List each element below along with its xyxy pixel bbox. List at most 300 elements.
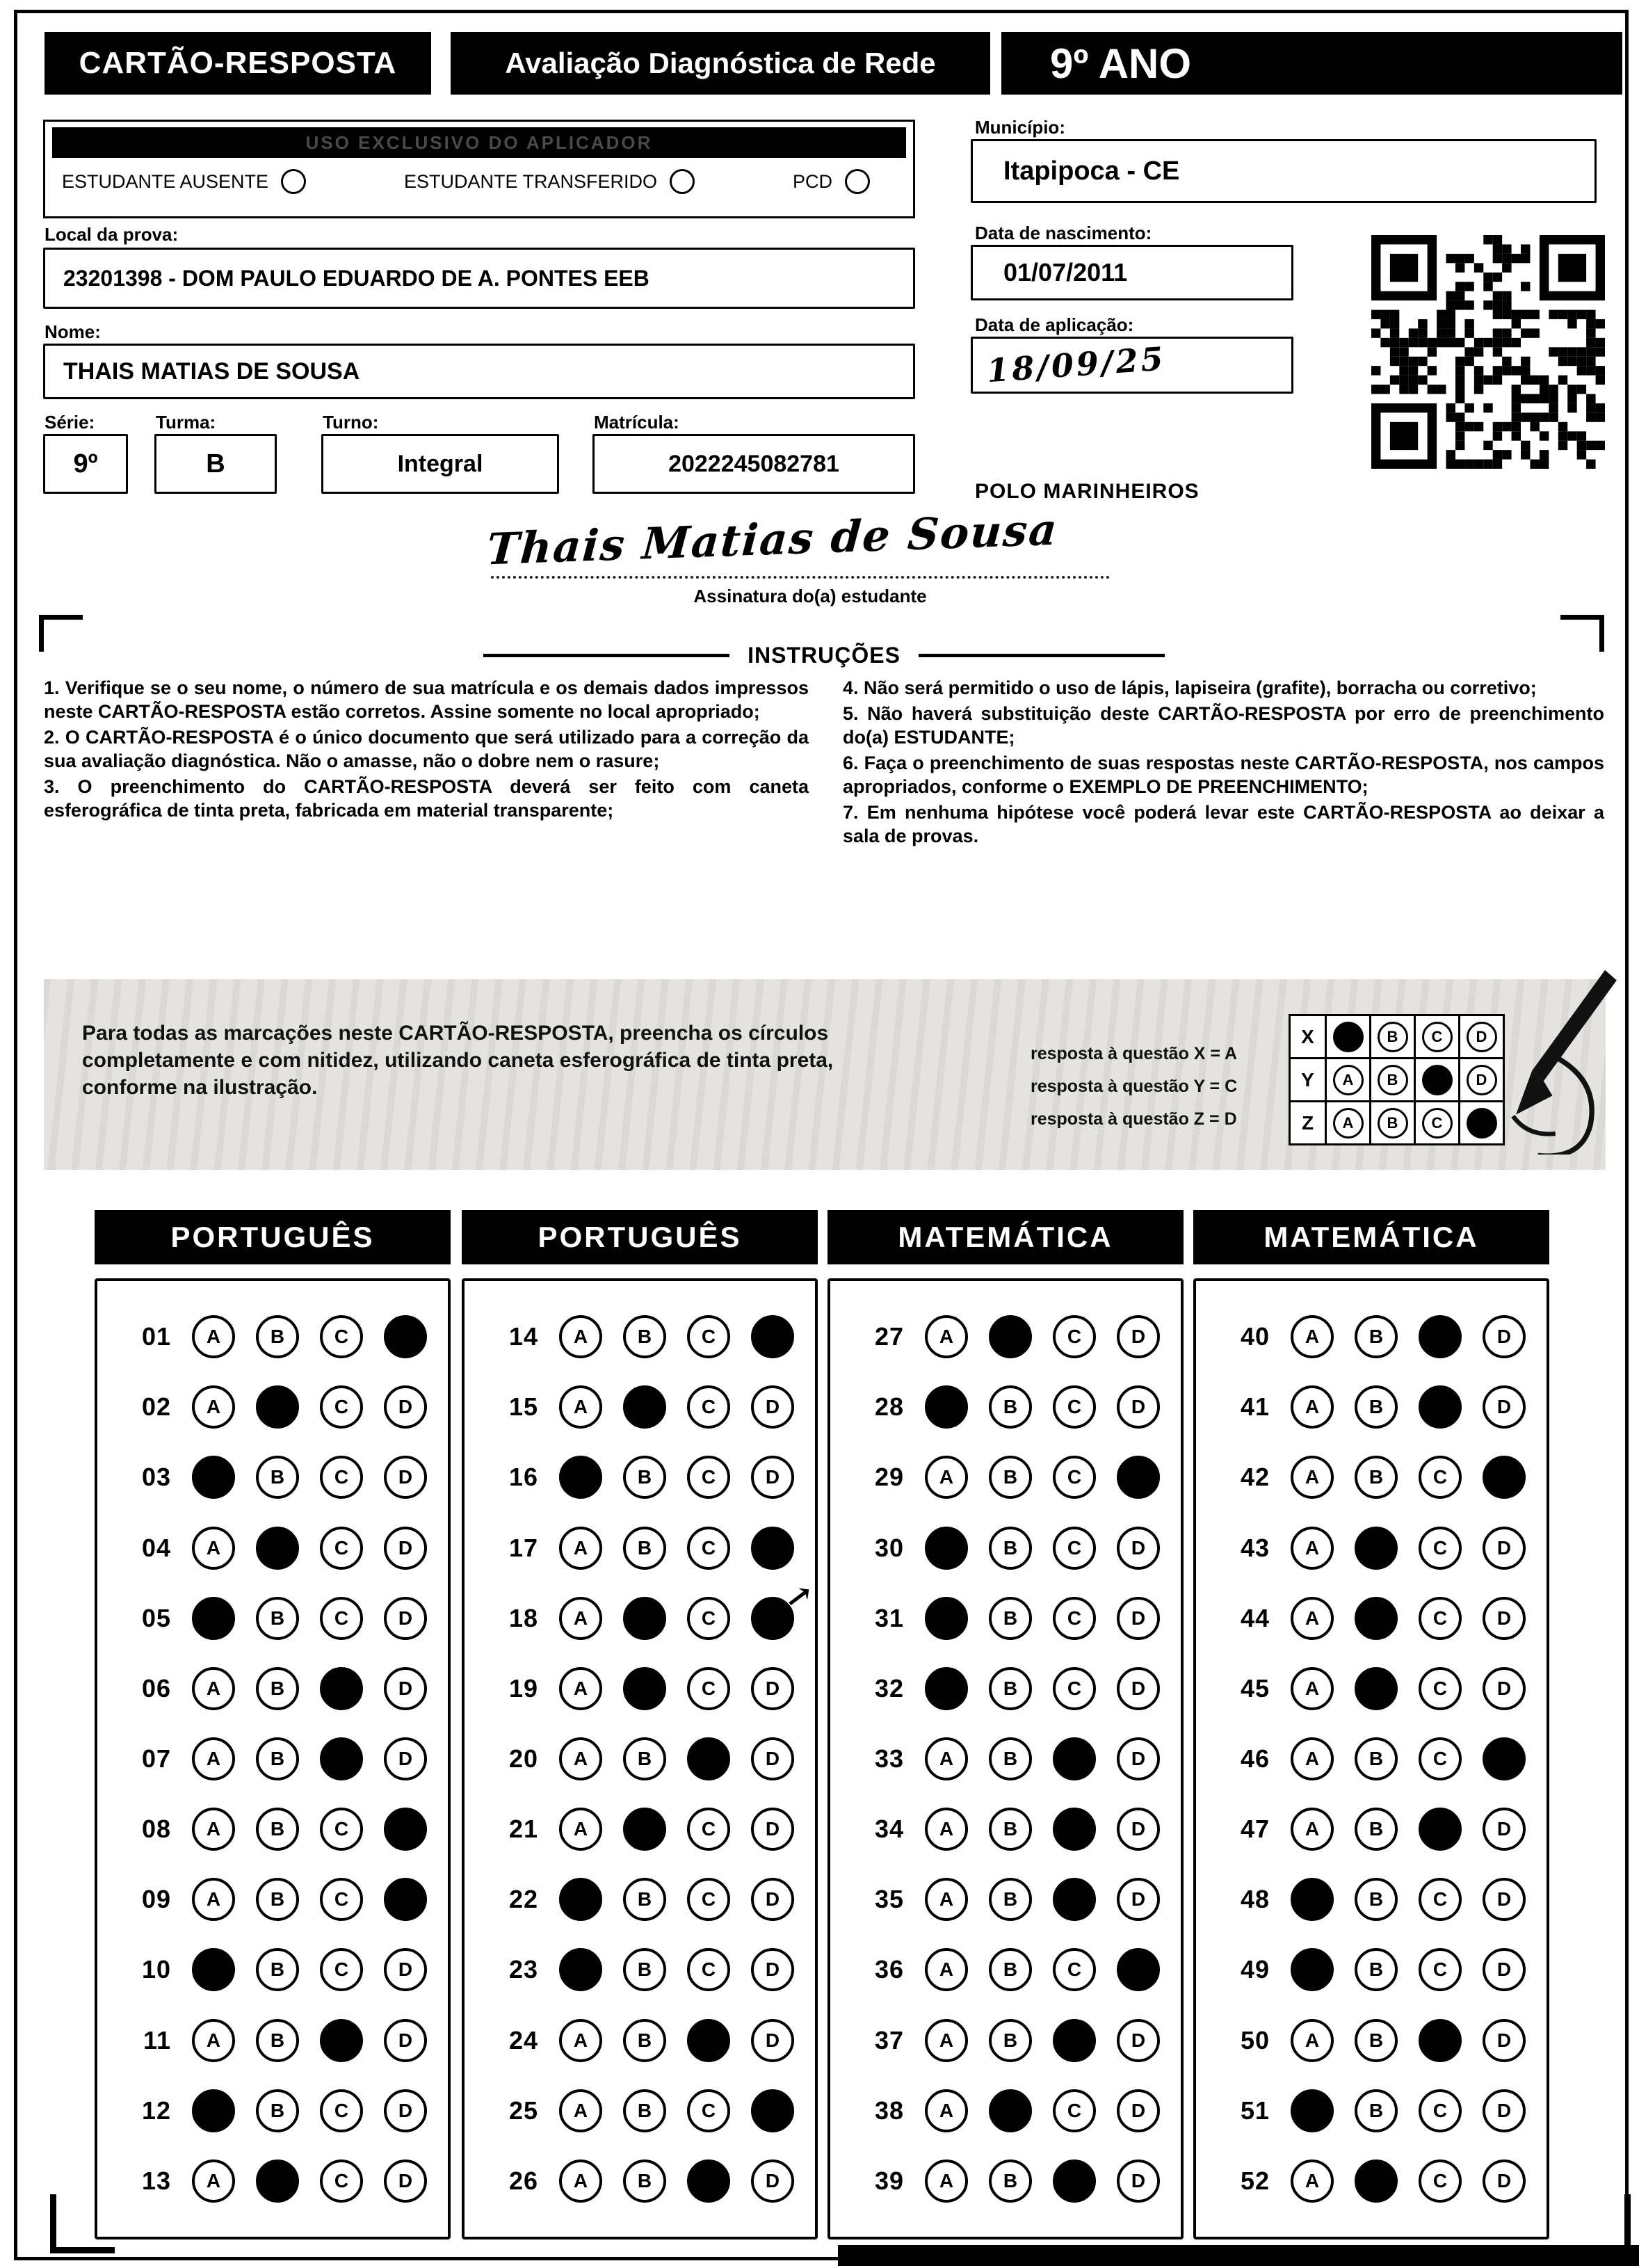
answer-bubble[interactable] (320, 1737, 363, 1780)
answer-bubble[interactable]: C (320, 1315, 363, 1358)
question-number: 41 (1240, 1392, 1270, 1422)
answer-bubble[interactable]: B (256, 1878, 299, 1921)
answer-bubble[interactable]: C (1053, 2089, 1096, 2132)
question-row (1196, 1315, 1547, 1358)
question-row (465, 1315, 815, 1358)
question-row (97, 1385, 448, 1429)
question-row (465, 2019, 815, 2062)
example-cell (1327, 1016, 1371, 1059)
answer-bubble[interactable]: C (1419, 2160, 1462, 2203)
answer-bubble[interactable] (925, 1597, 968, 1640)
answer-bubble[interactable]: C (1053, 1385, 1096, 1429)
answer-bubble[interactable]: D (384, 1737, 427, 1780)
question-row (830, 1667, 1181, 1710)
answer-bubble[interactable]: C (687, 1808, 730, 1851)
question-row (97, 1456, 448, 1499)
answer-bubble[interactable]: C (687, 2089, 730, 2132)
answer-bubble[interactable] (1053, 2019, 1096, 2062)
polo-text: POLO MARINHEIROS (975, 480, 1200, 503)
answer-bubble[interactable]: A (559, 1808, 602, 1851)
question-number: 04 (141, 1533, 171, 1562)
answer-bubble[interactable]: A (925, 1808, 968, 1851)
answer-bubble[interactable]: B (623, 1948, 666, 1991)
question-number: 45 (1240, 1673, 1270, 1703)
answer-bubble[interactable] (989, 2089, 1032, 2132)
answer-bubble[interactable]: D (1483, 1597, 1526, 1640)
handwritten-arrow-icon: ↗ (783, 1575, 816, 1617)
answer-bubble[interactable] (623, 1597, 666, 1640)
example-cell (1327, 1059, 1371, 1102)
answer-bubble[interactable]: C (687, 1878, 730, 1921)
answer-bubble[interactable]: D (1483, 2089, 1526, 2132)
serie-field: 9º (43, 434, 128, 494)
answer-bubble[interactable]: D (751, 1808, 794, 1851)
question-row (1196, 1948, 1547, 1991)
answer-bubble[interactable] (925, 1385, 968, 1429)
signature-line[interactable] (491, 576, 1110, 579)
admin-option (793, 169, 870, 194)
answer-bubble[interactable] (1419, 1808, 1462, 1851)
answer-bubble[interactable]: B (989, 1737, 1032, 1780)
answer-section-title: MATEMÁTICA (827, 1210, 1184, 1264)
answer-bubble[interactable]: B (989, 1597, 1032, 1640)
admin-option-circle[interactable] (670, 169, 695, 194)
answer-bubble[interactable]: D (1117, 1808, 1160, 1851)
answer-bubble[interactable]: B (1355, 1878, 1398, 1921)
answer-bubble[interactable]: C (1419, 1527, 1462, 1570)
answer-bubble[interactable] (256, 2160, 299, 2203)
answer-bubble[interactable]: B (623, 2160, 666, 2203)
answer-bubble[interactable] (623, 1667, 666, 1710)
example-cell (1371, 1059, 1416, 1102)
instruction-item: 3. O preenchimento do CARTÃO-RESPOSTA deverá ser feito com caneta esferográfica de tinta preta, fabricada em material transparente; (44, 776, 809, 821)
answer-bubble[interactable]: A (1291, 1456, 1334, 1499)
question-row (97, 1597, 448, 1640)
answer-bubble[interactable]: B (256, 1737, 299, 1780)
answer-bubble[interactable] (1053, 1878, 1096, 1921)
question-row (97, 2160, 448, 2203)
answer-bubble[interactable]: D (1117, 1315, 1160, 1358)
answer-bubble[interactable]: C (320, 2089, 363, 2132)
answer-bubble[interactable]: A (192, 1667, 235, 1710)
question-number: 26 (508, 2166, 538, 2195)
answer-bubble[interactable]: D (1117, 1597, 1160, 1640)
municipio-field: Itapipoca - CE (971, 139, 1597, 203)
bottom-timing-bar (838, 2245, 1639, 2266)
answer-bubble[interactable] (751, 1527, 794, 1570)
answer-bubble[interactable]: C (687, 1385, 730, 1429)
answer-bubble[interactable] (1355, 2160, 1398, 2203)
local-label: Local da prova: (45, 224, 179, 245)
answer-bubble[interactable] (1355, 1667, 1398, 1710)
answer-bubble[interactable] (256, 1385, 299, 1429)
answer-bubble[interactable]: A (559, 1315, 602, 1358)
answer-bubble[interactable] (1483, 1456, 1526, 1499)
answer-section (1193, 1210, 1549, 2239)
example-row-label: Z (1291, 1102, 1327, 1145)
answer-bubble[interactable]: B (1355, 1385, 1398, 1429)
answer-bubble[interactable]: D (751, 1385, 794, 1429)
question-number: 49 (1240, 1955, 1270, 1984)
answer-bubble[interactable]: D (751, 2019, 794, 2062)
question-row (1196, 1527, 1547, 1570)
answer-bubble[interactable]: B (989, 1385, 1032, 1429)
answer-bubble[interactable] (559, 1948, 602, 1991)
answer-bubble[interactable]: B (989, 1667, 1032, 1710)
answer-bubble[interactable]: D (384, 2160, 427, 2203)
question-number: 43 (1240, 1533, 1270, 1562)
nascimento-field: 01/07/2011 (971, 245, 1293, 300)
answer-bubble[interactable]: C (1419, 1737, 1462, 1780)
answer-bubble[interactable]: A (925, 2019, 968, 2062)
answer-bubble[interactable]: A (192, 2019, 235, 2062)
answer-bubble[interactable]: C (320, 1597, 363, 1640)
answer-bubble[interactable]: D (384, 1948, 427, 1991)
answer-bubble[interactable]: D (1117, 2019, 1160, 2062)
question-number: 27 (874, 1322, 904, 1351)
answer-bubble[interactable] (1117, 1948, 1160, 1991)
answer-bubble[interactable]: B (989, 1527, 1032, 1570)
answer-bubble[interactable]: D (1483, 1948, 1526, 1991)
example-bubble: C (1422, 1108, 1453, 1139)
answer-bubble[interactable]: A (559, 2160, 602, 2203)
answer-bubble[interactable]: D (751, 1878, 794, 1921)
applicator-only-bar: USO EXCLUSIVO DO APLICADOR (52, 127, 906, 158)
answer-bubble[interactable] (559, 1456, 602, 1499)
answer-bubble[interactable]: A (559, 1597, 602, 1640)
question-row (465, 2160, 815, 2203)
answer-bubble[interactable]: D (384, 2019, 427, 2062)
instructions-right (843, 676, 1604, 850)
question-number: 46 (1240, 1744, 1270, 1773)
answer-bubble[interactable]: C (320, 1385, 363, 1429)
answer-bubble[interactable]: A (559, 1385, 602, 1429)
answer-bubble[interactable]: D (1483, 1527, 1526, 1570)
answer-section-title: PORTUGUÊS (462, 1210, 818, 1264)
answer-bubble[interactable] (384, 1315, 427, 1358)
answer-bubble[interactable]: A (925, 1456, 968, 1499)
question-number: 06 (141, 1673, 171, 1703)
municipio-label: Município: (975, 117, 1065, 138)
answer-bubble[interactable]: D (1483, 1315, 1526, 1358)
answer-bubble[interactable]: D (384, 1385, 427, 1429)
answer-bubble[interactable]: A (1291, 1315, 1334, 1358)
answer-bubble[interactable]: A (192, 1878, 235, 1921)
answer-bubble[interactable]: B (256, 2089, 299, 2132)
question-row (465, 1456, 815, 1499)
answer-bubble[interactable]: C (1419, 1667, 1462, 1710)
answer-bubble[interactable]: D (1483, 1878, 1526, 1921)
answer-bubble[interactable]: C (687, 1315, 730, 1358)
question-number: 44 (1240, 1603, 1270, 1632)
answer-bubble[interactable]: C (1053, 1597, 1096, 1640)
instruction-item: 7. Em nenhuma hipótese você poderá levar este CARTÃO-RESPOSTA ao deixar a sala de provas. (843, 802, 1604, 847)
question-number: 30 (874, 1533, 904, 1562)
answer-bubble[interactable]: D (751, 1948, 794, 1991)
question-number: 39 (874, 2166, 904, 2195)
answer-bubble[interactable]: D (1483, 1667, 1526, 1710)
answer-bubble[interactable]: B (256, 1948, 299, 1991)
answer-bubble[interactable]: C (320, 2160, 363, 2203)
answer-bubble[interactable]: B (1355, 1948, 1398, 1991)
answer-bubble[interactable]: C (320, 1878, 363, 1921)
answer-bubble[interactable]: C (1419, 1456, 1462, 1499)
local-field: 23201398 - DOM PAULO EDUARDO DE A. PONTES EEB (43, 248, 915, 309)
question-number: 40 (1240, 1322, 1270, 1351)
question-number: 15 (508, 1392, 538, 1422)
answer-bubble[interactable]: D (1483, 2160, 1526, 2203)
answer-bubble[interactable]: A (1291, 1737, 1334, 1780)
answer-bubble[interactable]: B (256, 1456, 299, 1499)
answer-bubble[interactable]: A (559, 1667, 602, 1710)
answer-bubble[interactable]: C (320, 1948, 363, 1991)
answer-bubble[interactable]: D (1117, 1385, 1160, 1429)
answer-bubble[interactable]: C (687, 1667, 730, 1710)
question-row (1196, 2160, 1547, 2203)
answer-bubble[interactable] (559, 1878, 602, 1921)
admin-option-circle[interactable] (281, 169, 306, 194)
answer-bubble[interactable]: A (1291, 1527, 1334, 1570)
answer-bubble[interactable]: C (687, 1456, 730, 1499)
answer-bubble[interactable] (1117, 1456, 1160, 1499)
question-number: 20 (508, 1744, 538, 1773)
answer-bubble[interactable] (751, 2089, 794, 2132)
answer-bubble[interactable]: D (751, 1737, 794, 1780)
answer-bubble[interactable]: D (751, 1456, 794, 1499)
answer-bubble[interactable]: B (623, 1527, 666, 1570)
answer-bubble[interactable] (623, 1385, 666, 1429)
answer-bubble[interactable]: C (1053, 1527, 1096, 1570)
answer-bubble[interactable]: B (989, 2019, 1032, 2062)
answer-bubble[interactable] (192, 1948, 235, 1991)
answer-bubble[interactable] (925, 1527, 968, 1570)
answer-bubble[interactable]: D (384, 2089, 427, 2132)
answer-bubble[interactable] (1291, 2089, 1334, 2132)
question-row (1196, 1385, 1547, 1429)
answer-bubble[interactable] (1419, 1315, 1462, 1358)
question-row (830, 2160, 1181, 2203)
answer-bubble[interactable]: C (687, 1597, 730, 1640)
question-row (1196, 1737, 1547, 1780)
aplicacao-handwritten-date: 18/09/25 (985, 339, 1168, 390)
answer-bubble[interactable] (1053, 1737, 1096, 1780)
answer-bubble[interactable]: B (989, 1948, 1032, 1991)
answer-bubble[interactable] (1483, 1737, 1526, 1780)
question-number: 35 (874, 1885, 904, 1914)
answer-bubble[interactable]: C (1053, 1456, 1096, 1499)
answer-bubble[interactable]: A (1291, 1808, 1334, 1851)
question-row (465, 1667, 815, 1710)
answer-bubble[interactable] (192, 2089, 235, 2132)
answer-bubble[interactable] (1419, 1385, 1462, 1429)
answer-bubble[interactable] (1419, 2019, 1462, 2062)
answer-bubble[interactable] (687, 2019, 730, 2062)
answer-bubble[interactable]: B (256, 1667, 299, 1710)
answer-section-title: MATEMÁTICA (1193, 1210, 1549, 1264)
card-title-banner: CARTÃO-RESPOSTA (45, 32, 431, 95)
answer-bubble[interactable] (192, 1456, 235, 1499)
answer-bubble[interactable]: B (623, 1737, 666, 1780)
answer-bubble[interactable]: B (1355, 2019, 1398, 2062)
answer-bubble[interactable]: B (623, 2019, 666, 2062)
answer-bubble[interactable]: B (1355, 1737, 1398, 1780)
answer-bubble[interactable]: A (1291, 1597, 1334, 1640)
answer-bubble[interactable]: C (1053, 1315, 1096, 1358)
answer-bubble[interactable]: D (1117, 2160, 1160, 2203)
answer-bubble[interactable]: A (1291, 1667, 1334, 1710)
matricula-field: 2022245082781 (592, 434, 915, 494)
answer-grid (462, 1278, 818, 2239)
answer-bubble[interactable]: A (192, 2160, 235, 2203)
answer-bubble[interactable]: A (192, 1527, 235, 1570)
answer-bubble[interactable]: A (1291, 2160, 1334, 2203)
answer-bubble[interactable]: D (751, 2160, 794, 2203)
question-row (830, 1315, 1181, 1358)
answer-bubble[interactable]: A (192, 1737, 235, 1780)
answer-bubble[interactable]: A (192, 1808, 235, 1851)
answer-bubble[interactable] (989, 1315, 1032, 1358)
answer-bubble[interactable]: B (256, 1597, 299, 1640)
answer-bubble[interactable]: C (1053, 1948, 1096, 1991)
answer-bubble[interactable] (623, 1808, 666, 1851)
answer-bubble[interactable]: B (1355, 1456, 1398, 1499)
answer-bubble[interactable]: A (925, 1737, 968, 1780)
answer-bubble[interactable]: B (623, 1878, 666, 1921)
answer-bubble[interactable] (1355, 1527, 1398, 1570)
answer-bubble[interactable]: A (925, 2089, 968, 2132)
example-row-label: X (1291, 1016, 1327, 1059)
answer-bubble[interactable]: A (559, 1737, 602, 1780)
answer-bubble[interactable]: D (1483, 1808, 1526, 1851)
answer-bubble[interactable]: C (320, 1456, 363, 1499)
answer-bubble[interactable]: B (1355, 1808, 1398, 1851)
answer-bubble[interactable]: C (1419, 1878, 1462, 1921)
answer-bubble[interactable] (384, 1808, 427, 1851)
example-caption: resposta à questão Y = C (1031, 1077, 1238, 1096)
answer-bubble[interactable]: A (925, 1948, 968, 1991)
answer-bubble[interactable]: B (1355, 1315, 1398, 1358)
answer-bubble[interactable] (1053, 2160, 1096, 2203)
answer-bubble[interactable]: D (384, 1597, 427, 1640)
admin-option-label: ESTUDANTE AUSENTE (62, 170, 269, 192)
question-row (1196, 1597, 1547, 1640)
answer-bubble[interactable]: D (1483, 2019, 1526, 2062)
answer-bubble[interactable]: B (256, 2019, 299, 2062)
answer-bubble[interactable]: D (751, 1667, 794, 1710)
answer-bubble[interactable]: A (925, 1315, 968, 1358)
answer-bubble[interactable] (256, 1527, 299, 1570)
answer-bubble[interactable]: A (192, 1385, 235, 1429)
question-row (97, 1527, 448, 1570)
example-caption: resposta à questão Z = D (1031, 1109, 1237, 1129)
answer-bubble[interactable]: A (559, 1527, 602, 1570)
answer-bubble[interactable] (320, 2019, 363, 2062)
answer-bubble[interactable]: C (320, 1808, 363, 1851)
answer-bubble[interactable]: B (989, 2160, 1032, 2203)
question-number: 31 (874, 1603, 904, 1632)
answer-bubble[interactable]: B (1355, 2089, 1398, 2132)
answer-bubble[interactable]: B (989, 1808, 1032, 1851)
answer-bubble[interactable]: A (925, 2160, 968, 2203)
aplicacao-field[interactable] (971, 337, 1293, 394)
turma-label: Turma: (156, 412, 216, 433)
answer-bubble[interactable]: C (1053, 1667, 1096, 1710)
question-number: 51 (1240, 2096, 1270, 2125)
answer-bubble[interactable] (687, 1737, 730, 1780)
question-row (97, 1315, 448, 1358)
question-number: 01 (141, 1322, 171, 1351)
answer-bubble[interactable]: C (1419, 2089, 1462, 2132)
answer-bubble[interactable]: D (1117, 1878, 1160, 1921)
answer-bubble[interactable] (192, 1597, 235, 1640)
answer-bubble[interactable]: C (1419, 1597, 1462, 1640)
answer-bubble[interactable]: A (1291, 2019, 1334, 2062)
answer-bubble[interactable]: D (1117, 1737, 1160, 1780)
answer-bubble[interactable]: A (559, 2089, 602, 2132)
corner-mark-top-right (1560, 615, 1604, 652)
answer-bubble[interactable]: D (384, 1456, 427, 1499)
question-row (1196, 1808, 1547, 1851)
answer-bubble[interactable]: B (256, 1315, 299, 1358)
question-number: 36 (874, 1955, 904, 1984)
answer-bubble[interactable]: A (925, 1878, 968, 1921)
answer-bubble[interactable]: D (1117, 1667, 1160, 1710)
answer-bubble[interactable]: B (623, 1315, 666, 1358)
answer-bubble[interactable] (1053, 1808, 1096, 1851)
question-row (830, 1456, 1181, 1499)
answer-bubble[interactable] (1291, 1948, 1334, 1991)
admin-option-circle[interactable] (845, 169, 870, 194)
answer-bubble[interactable]: D (1117, 2089, 1160, 2132)
answer-bubble[interactable]: A (1291, 1385, 1334, 1429)
answer-bubble[interactable] (751, 1315, 794, 1358)
answer-bubble[interactable]: C (320, 1527, 363, 1570)
example-band (44, 979, 1606, 1170)
question-number: 38 (874, 2096, 904, 2125)
answer-bubble[interactable]: C (687, 1527, 730, 1570)
question-row (97, 1878, 448, 1921)
question-row (830, 1737, 1181, 1780)
example-text: Para todas as marcações neste CARTÃO-RESPOSTA, preencha os círculos completamente e com nitidez, utilizando caneta esferográfica de tinta preta, conforme na ilustração. (82, 1022, 834, 1099)
title-rule-left (483, 654, 729, 657)
answer-bubble[interactable]: D (384, 1667, 427, 1710)
answer-bubble[interactable]: B (623, 1456, 666, 1499)
answer-bubble[interactable]: C (687, 1948, 730, 1991)
answer-bubble[interactable]: A (192, 1315, 235, 1358)
answer-bubble[interactable]: D (1117, 1527, 1160, 1570)
answer-bubble[interactable]: B (623, 2089, 666, 2132)
answer-bubble[interactable] (687, 2160, 730, 2203)
answer-bubble[interactable] (1291, 1878, 1334, 1921)
answer-bubble[interactable] (320, 1667, 363, 1710)
answer-bubble[interactable] (1355, 1597, 1398, 1640)
question-number: 09 (141, 1885, 171, 1914)
answer-sections (0, 1210, 1639, 2253)
answer-bubble[interactable]: B (989, 1878, 1032, 1921)
answer-bubble[interactable]: D (384, 1527, 427, 1570)
question-number: 10 (141, 1955, 171, 1984)
answer-bubble[interactable]: C (1419, 1948, 1462, 1991)
example-cell (1371, 1016, 1416, 1059)
answer-bubble[interactable]: D (1483, 1385, 1526, 1429)
answer-bubble[interactable] (925, 1667, 968, 1710)
answer-bubble[interactable]: B (256, 1808, 299, 1851)
question-number: 03 (141, 1463, 171, 1492)
answer-bubble[interactable]: A (559, 2019, 602, 2062)
answer-bubble[interactable]: B (989, 1456, 1032, 1499)
answer-section-title: PORTUGUÊS (95, 1210, 451, 1264)
answer-bubble[interactable] (384, 1878, 427, 1921)
